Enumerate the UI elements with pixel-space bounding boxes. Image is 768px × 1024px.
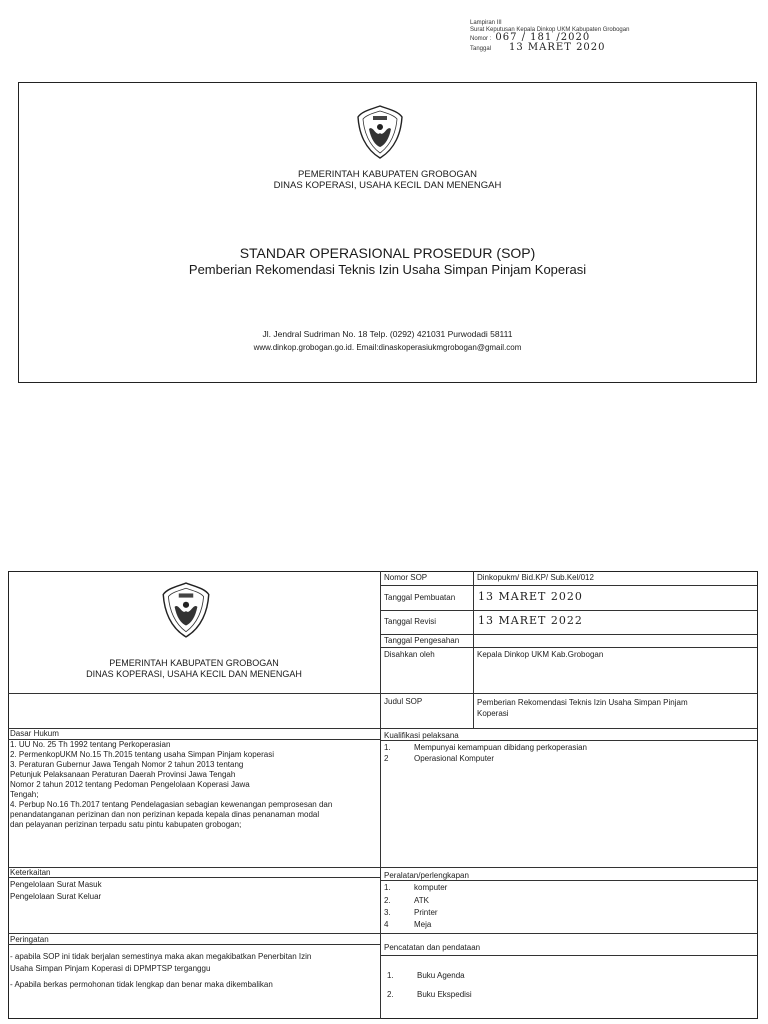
- recording-text: Buku Agenda: [417, 971, 465, 980]
- qualification-num: 2: [384, 754, 389, 763]
- legal-basis-line: Tengah;: [10, 790, 39, 799]
- equipment-label: Peralatan/perlengkapan: [384, 871, 469, 880]
- equipment-text: Meja: [414, 920, 432, 929]
- sop-org-name: [8, 658, 380, 680]
- related-item: Pengelolaan Surat Masuk: [10, 880, 102, 889]
- legal-basis-label: Dasar Hukum: [10, 729, 59, 738]
- equipment-text: Printer: [414, 908, 438, 917]
- legal-basis-line: 4. Perbup No.16 Th.2017 tentang Pendelagasian sebagian kewenangan pemprosesan dan: [10, 800, 333, 809]
- sop-org-line1: PEMERINTAH KABUPATEN GROBOGAN: [109, 658, 279, 668]
- creation-date-label: Tanggal Pembuatan: [384, 593, 456, 602]
- grobogan-emblem-logo: [355, 103, 405, 161]
- legal-basis-list: [10, 740, 378, 830]
- legal-basis-line: 1. UU No. 25 Th 1992 tentang Perkoperasian: [10, 740, 171, 749]
- equipment-num: 4: [384, 920, 389, 929]
- appendix-label: Lampiran III: [470, 20, 502, 26]
- related-label: Keterkaitan: [10, 868, 51, 877]
- sop-title-value-line2: Koperasi: [477, 709, 509, 718]
- decree-number-value: 067 / 181 /2020: [495, 32, 591, 43]
- cover-org-line2: DINAS KOPERASI, USAHA KECIL DAN MENENGAH: [273, 180, 502, 191]
- legal-basis-line: penandatanganan perizinan dan non perizinan kepada kepala dinas penanaman modal: [10, 810, 320, 819]
- creation-date-value: 13 MARET 2020: [478, 590, 583, 603]
- recording-text: Buku Ekspedisi: [417, 990, 472, 999]
- approved-by-label: Disahkan oleh: [384, 650, 435, 659]
- recording-num: 1.: [387, 971, 394, 980]
- cover-title: STANDAR OPERASIONAL PROSEDUR (SOP): [239, 245, 536, 261]
- equipment-num: 1.: [384, 883, 391, 892]
- cover-org-line1: PEMERINTAH KABUPATEN GROBOGAN: [298, 169, 477, 180]
- sop-title-value-line1: Pemberian Rekomendasi Teknis Izin Usaha Simpan Pinjam: [477, 698, 688, 707]
- equipment-text: komputer: [414, 883, 448, 892]
- cover-address: Jl. Jendral Sudriman No. 18 Telp. (0292) 421031 Purwodadi 58111: [262, 329, 513, 339]
- grobogan-emblem-logo-small: [160, 580, 212, 640]
- decree-date-value: 13 MARET 2020: [509, 42, 606, 53]
- equipment-text: ATK: [414, 896, 429, 905]
- sop-number-value: Dinkopukm/ Bid.KP/ Sub.Kel/012: [477, 573, 594, 582]
- legal-basis-line: 2. PermenkopUKM No.15 Th.2015 tentang usaha Simpan Pinjam koperasi: [10, 750, 275, 759]
- approval-date-label: Tanggal Pengesahan: [384, 636, 460, 645]
- warning-line: - Apabila berkas permohonan tidak lengkap dan benar maka dikembalikan: [10, 980, 273, 989]
- legal-basis-line: dan pelayanan perizinan terpadu satu pintu kabupaten grobogan;: [10, 820, 242, 829]
- cover-org-name: [18, 169, 757, 191]
- warning-line: Usaha Simpan Pinjam Koperasi di DPMPTSP terganggu: [10, 964, 211, 973]
- sop-org-line2: DINAS KOPERASI, USAHA KECIL DAN MENENGAH: [86, 669, 302, 679]
- equipment-num: 2.: [384, 896, 391, 905]
- cover-website-email: www.dinkop.grobogan.go.id. Email:dinaskoperasiukmgrobogan@gmail.com: [253, 343, 522, 352]
- legal-basis-line: Petunjuk Pelaksanaan Peraturan Daerah Provinsi Jawa Tengah: [10, 770, 236, 779]
- decree-reference: Surat Keputusan Kepala Dinkop UKM Kabupaten Grobogan: [470, 27, 630, 33]
- cover-subtitle: Pemberian Rekomendasi Teknis Izin Usaha Simpan Pinjam Koperasi: [188, 262, 587, 277]
- legal-basis-line: Nomor 2 tahun 2012 tentang Pedoman Pengelolaan Koperasi Jawa: [10, 780, 250, 789]
- qualification-label: Kualifikasi pelaksana: [384, 731, 459, 740]
- revision-date-label: Tanggal Revisi: [384, 617, 437, 626]
- legal-basis-line: 3. Peraturan Gubernur Jawa Tengah Nomor 2 tahun 2013 tentang: [10, 760, 244, 769]
- equipment-num: 3.: [384, 908, 391, 917]
- warning-line: - apabila SOP ini tidak berjalan semestinya maka akan megakibatkan Penerbitan Izin: [10, 952, 312, 961]
- approved-by-value: Kepala Dinkop UKM Kab.Grobogan: [477, 650, 604, 659]
- recording-num: 2.: [387, 990, 394, 999]
- qualification-text: Mempunyai kemampuan dibidang perkoperasian: [414, 743, 587, 752]
- revision-date-value: 13 MARET 2022: [478, 614, 583, 627]
- decree-number-label: Nomor :: [470, 36, 492, 42]
- decree-date-label: Tanggal: [470, 46, 492, 52]
- warning-label: Peringatan: [10, 935, 49, 944]
- sop-title-label: Judul SOP: [384, 697, 423, 706]
- sop-number-label: Nomor SOP: [384, 573, 428, 582]
- qualification-text: Operasional Komputer: [414, 754, 495, 763]
- appendix-annotation: [470, 20, 629, 54]
- recording-label: Pencatatan dan pendataan: [384, 943, 481, 952]
- related-item: Pengelolaan Surat Keluar: [10, 892, 102, 901]
- qualification-num: 1.: [384, 743, 391, 752]
